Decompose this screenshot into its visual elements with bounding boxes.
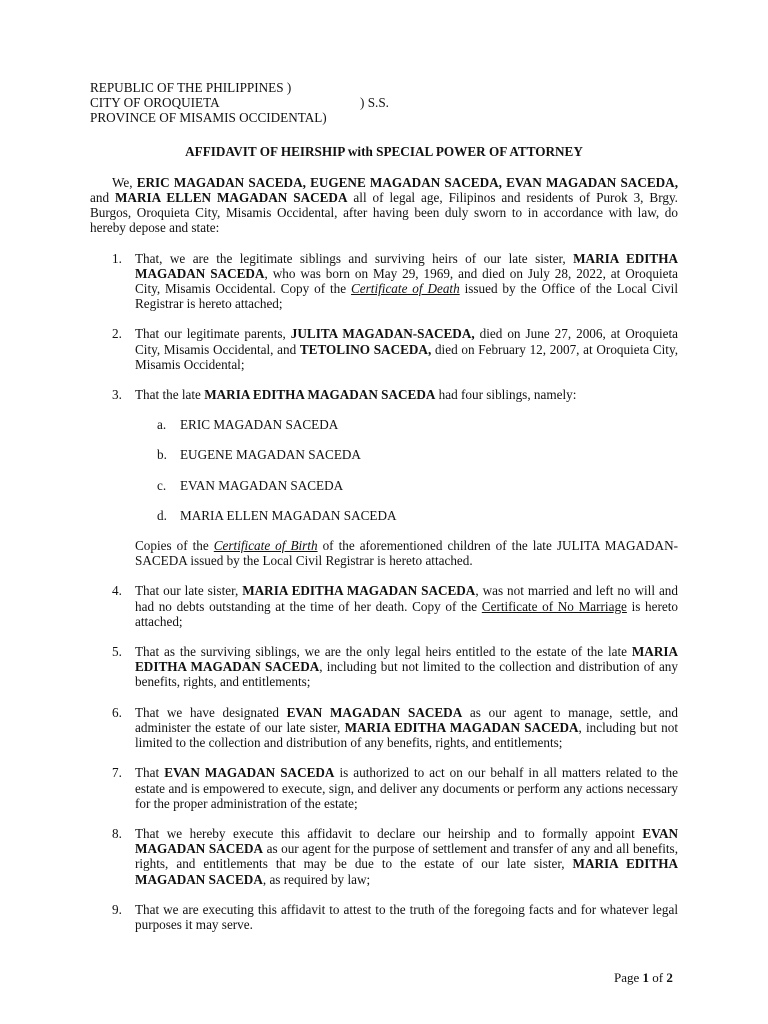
document-title: AFFIDAVIT OF HEIRSHIP with SPECIAL POWER OF ATTORNEY <box>185 143 583 159</box>
item-bold: MARIA EDITHA MAGADAN SACEDA <box>135 856 678 887</box>
item-number: 2. <box>112 326 122 342</box>
item-text: is authorized to act on our behalf in all matters related to the estate and is empowered to execute, sign, and deliver any documents or perform any actions necessary for the proper administration of the estate; <box>135 765 678 811</box>
sibling-item <box>135 508 678 523</box>
intro-rest: all of legal age, Filipinos and residents of Purok 3, Brgy. Burgos, Oroquieta City, Misamis Occidental, after having been duly sworn to in accordance with law, do hereby depose and state: <box>90 190 678 236</box>
sibling-name: MARIA ELLEN MAGADAN SACEDA <box>180 507 397 523</box>
venue-ss: ) S.S. <box>360 95 389 111</box>
sibling-letter: a. <box>157 417 167 433</box>
item-bold: MARIA EDITHA MAGADAN SACEDA <box>204 387 436 403</box>
item-text: of the aforementioned children of the late JULITA MAGADAN-SACEDA issued by the Local Civil Registrar is hereto attached. <box>135 538 678 569</box>
page-of-word: of <box>649 970 667 985</box>
affiant-names: ERIC MAGADAN SACEDA, EUGENE MAGADAN SACEDA, EVAN MAGADAN SACEDA, <box>136 174 678 190</box>
item-text: , as required by law; <box>262 871 371 887</box>
venue-city: CITY OF OROQUIETA <box>90 95 220 111</box>
item-text: died on February 12, 2007, at Oroquieta City, Misamis Occidental; <box>135 341 679 372</box>
item-number: 7. <box>112 765 122 781</box>
venue-line-republic: REPUBLIC OF THE PHILIPPINES ) <box>90 80 292 95</box>
venue-line-province: PROVINCE OF MISAMIS OCCIDENTAL) <box>90 110 327 126</box>
item-number: 6. <box>112 704 122 720</box>
birth-certificate-paragraph <box>135 538 678 568</box>
item-text: That our legitimate parents, <box>135 326 291 342</box>
affiant-maria-ellen: MARIA ELLEN MAGADAN SACEDA <box>114 190 348 206</box>
item-text: That the late <box>135 387 205 403</box>
item-bold: MARIA EDITHA MAGADAN SACEDA <box>135 644 678 675</box>
item-number: 3. <box>112 387 122 403</box>
sibling-name: EUGENE MAGADAN SACEDA <box>180 447 361 463</box>
statement-item <box>90 902 678 932</box>
page-number <box>614 970 673 985</box>
sibling-letter: c. <box>157 477 167 493</box>
statements-list <box>90 251 678 933</box>
sibling-item <box>135 447 678 462</box>
sibling-item <box>135 417 678 432</box>
item-number: 8. <box>112 825 122 841</box>
item-bold: EVAN MAGADAN SACEDA <box>164 765 335 781</box>
item-text: had four siblings, namely: <box>435 387 577 403</box>
statement-item <box>90 644 678 690</box>
statement-item <box>90 251 678 312</box>
sibling-letter: d. <box>157 507 167 523</box>
item-bold: EVAN MAGADAN SACEDA <box>135 825 678 857</box>
item-text: , who was born on May 29, 1969, and died on July 28, 2022, at Oroquieta City, Misamis Occidental. Copy of the <box>135 265 678 297</box>
item-text: That, we are the legitimate siblings and surviving heirs of our late sister, <box>135 250 574 266</box>
sibling-item <box>135 478 678 493</box>
item-text: That our late sister, <box>135 583 243 599</box>
certificate-of-no-marriage: Certificate of No Marriage <box>481 598 627 614</box>
item-bold: TETOLINO SACEDA, <box>299 341 432 357</box>
item-text: died on June 27, 2006, at Oroquieta City, Misamis Occidental, and <box>135 326 678 357</box>
item-number: 4. <box>112 583 122 599</box>
venue-block <box>90 80 678 126</box>
item-text: , was not married and left no will and had no debts outstanding at the time of her death. Copy of the <box>135 583 678 614</box>
venue-line-city <box>90 95 678 110</box>
statement-item <box>90 326 678 372</box>
item-text: Copies of the <box>135 538 214 554</box>
item-text: as our agent to manage, settle, and administer the estate of our late sister, <box>135 704 678 735</box>
statement-item <box>90 583 678 629</box>
item-bold: EVAN MAGADAN SACEDA <box>286 704 463 720</box>
sibling-name: EVAN MAGADAN SACEDA <box>180 477 344 493</box>
statement-item <box>90 826 678 887</box>
item-bold: MARIA EDITHA MAGADAN SACEDA <box>242 583 476 599</box>
item-text: , including but not limited to the collection and distribution of any benefits, rights, and entitlements; <box>135 659 678 690</box>
statement-item <box>90 765 678 811</box>
sibling-name: ERIC MAGADAN SACEDA <box>180 417 339 433</box>
item-text: That as the surviving siblings, we are the only legal heirs entitled to the estate of the late <box>135 644 632 660</box>
statement-item <box>90 387 678 568</box>
item-text: as our agent for the purpose of settlement and transfer of any and all benefits, rights, and entitlements that may be due to the estate of our late sister, <box>135 841 678 872</box>
item-text: That we are executing this affidavit to attest to the truth of the foregoing facts and for whatever legal purposes it may serve. <box>135 901 678 932</box>
siblings-list <box>135 417 678 523</box>
item-bold: MARIA EDITHA MAGADAN SACEDA <box>135 250 678 281</box>
sibling-letter: b. <box>157 447 167 463</box>
intro-and: and <box>90 190 115 206</box>
item-text: That we hereby execute this affidavit to declare our heirship and to formally appoint <box>135 825 643 841</box>
item-text: , including but not limited to the collection and distribution of any benefits, rights, and entitlements; <box>135 719 678 751</box>
page-word: Page <box>614 970 643 985</box>
item-number: 1. <box>112 250 122 266</box>
page-current: 1 <box>642 970 650 985</box>
item-number: 5. <box>112 644 122 660</box>
item-number: 9. <box>112 901 122 917</box>
intro-paragraph <box>90 175 678 236</box>
statement-item <box>90 705 678 751</box>
certificate-of-death: Certificate of Death <box>351 281 460 297</box>
page-total: 2 <box>666 970 673 985</box>
affidavit-page <box>90 80 678 947</box>
item-bold: MARIA EDITHA MAGADAN SACEDA <box>344 719 579 735</box>
intro-we: We, <box>112 174 137 190</box>
certificate-of-birth: Certificate of Birth <box>213 538 318 554</box>
item-text: issued by the Office of the Local Civil Registrar is hereto attached; <box>135 281 679 312</box>
item-text: is hereto attached; <box>135 598 679 629</box>
item-text: That we have designated <box>135 704 287 720</box>
item-text: That <box>135 765 165 781</box>
item-bold: JULITA MAGADAN-SACEDA, <box>290 326 475 342</box>
